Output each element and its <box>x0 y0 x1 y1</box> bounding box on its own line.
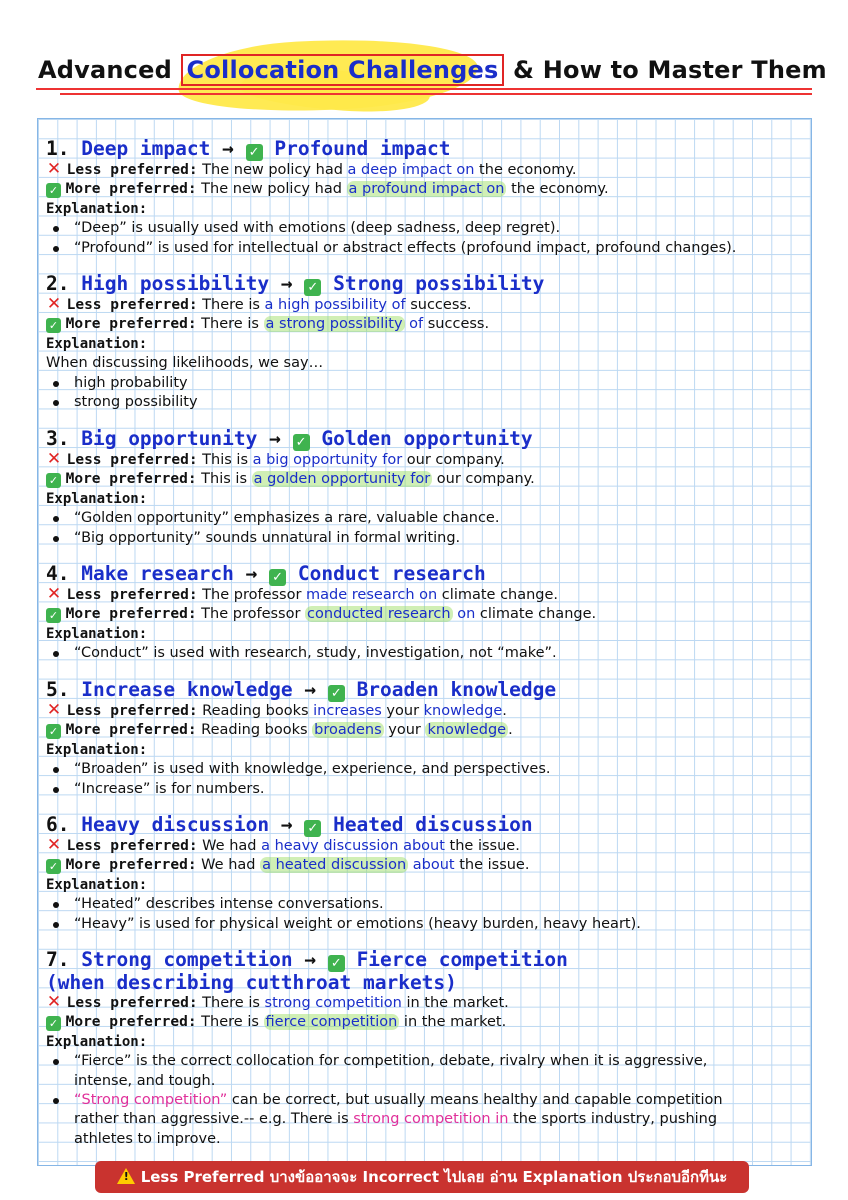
section-heading: 2. High possibility → ✓ Strong possibility <box>46 272 545 295</box>
list-item: “Broaden” is used with knowledge, experience, and perspectives. <box>74 760 806 779</box>
more-preferred-line: ✓ More preferred: This is a golden opportunity for our company. <box>46 470 806 489</box>
section-heading: 1. Deep impact → ✓ Profound impact <box>46 137 451 160</box>
explanation-intro: When discussing likelihoods, we say… <box>46 355 324 372</box>
cross-icon: ✕ <box>46 992 62 1012</box>
list-item: “Heated” describes intense conversations. <box>74 895 806 914</box>
to-phrase: Conduct research <box>297 562 486 585</box>
warning-icon: ! <box>117 1168 135 1184</box>
section-subheading: (when describing cutthroat markets) <box>46 971 457 994</box>
to-phrase: Fierce competition <box>356 948 568 971</box>
note-banner <box>95 1161 749 1193</box>
section-5 <box>46 679 806 799</box>
cross-icon: ✕ <box>46 584 62 604</box>
more-preferred-line: ✓ More preferred: There is a strong possibility of success. <box>46 315 806 334</box>
explanation-label: Explanation: <box>46 1033 148 1050</box>
section-4 <box>46 563 806 664</box>
section-number: 1. <box>46 137 70 160</box>
title-before: Advanced <box>38 56 181 84</box>
less-preferred-line: ✕ Less preferred: Reading books increases your knowledge. <box>46 700 507 720</box>
section-7 <box>46 949 806 1149</box>
more-preferred-line: ✓ More preferred: The new policy had a profound impact on the economy. <box>46 180 806 199</box>
section-2 <box>46 273 806 412</box>
cross-icon: ✕ <box>46 159 62 179</box>
cross-icon: ✕ <box>46 835 62 855</box>
section-heading: 7. Strong competition → ✓ Fierce competition <box>46 948 568 971</box>
explanation-list <box>46 374 806 413</box>
section-3 <box>46 428 806 548</box>
more-preferred-line: ✓ More preferred: Reading books broadens your knowledge . <box>46 721 806 740</box>
title-underline <box>36 88 812 90</box>
section-heading: 3. Big opportunity → ✓ Golden opportunity <box>46 427 533 450</box>
check-icon: ✓ <box>246 144 263 161</box>
less-preferred-line: ✕ Less preferred: The professor made research on climate change. <box>46 584 559 604</box>
to-phrase: Golden opportunity <box>321 427 533 450</box>
explanation-label: Explanation: <box>46 876 148 893</box>
from-phrase: Increase knowledge <box>81 678 293 701</box>
more-label: More preferred: <box>65 181 197 198</box>
section-heading: 5. Increase knowledge → ✓ Broaden knowledge <box>46 678 557 701</box>
page-title <box>38 54 827 86</box>
check-icon: ✓ <box>46 859 61 874</box>
from-phrase: Heavy discussion <box>81 813 270 836</box>
list-item: “Increase” is for numbers. <box>74 780 806 799</box>
explanation-list <box>46 895 806 934</box>
check-icon: ✓ <box>328 685 345 702</box>
check-icon: ✓ <box>46 1016 61 1031</box>
list-item: “Big opportunity” sounds unnatural in formal writing. <box>74 529 806 548</box>
title-highlight: Collocation Challenges <box>181 54 505 86</box>
explanation-list <box>46 760 806 799</box>
list-item: “Deep” is usually used with emotions (deep sadness, deep regret). <box>74 219 806 238</box>
more-preferred-line: ✓ More preferred: There is fierce competition in the market. <box>46 1013 806 1032</box>
to-phrase: Strong possibility <box>333 272 545 295</box>
explanation-list <box>46 509 806 548</box>
from-phrase: High possibility <box>81 272 270 295</box>
list-item: “Strong competition” can be correct, but usually means healthy and capable competition rather than aggressive.-- e.g. There is strong competition in the sports industry, pushing athletes to improve. <box>74 1091 806 1149</box>
less-preferred-line: ✕ Less preferred: We had a heavy discussion about the issue. <box>46 835 520 855</box>
check-icon: ✓ <box>46 724 61 739</box>
check-icon: ✓ <box>46 183 61 198</box>
less-preferred-line: ✕ Less preferred: There is strong competition in the market. <box>46 992 509 1012</box>
list-item: strong possibility <box>74 393 806 412</box>
to-phrase: Profound impact <box>274 137 451 160</box>
list-item: “Heavy” is used for physical weight or emotions (heavy burden, heavy heart). <box>74 915 806 934</box>
list-item: “Profound” is used for intellectual or abstract effects (profound impact, profound changes). <box>74 239 806 258</box>
explanation-list <box>46 1052 806 1149</box>
explanation-label: Explanation: <box>46 490 148 507</box>
title-after: & How to Master Them <box>504 56 827 84</box>
banner-text: Less Preferred บางข้ออาจจะ Incorrect ไปเลย อ่าน Explanation ประกอบอีกทีนะ <box>140 1168 728 1186</box>
explanation-label: Explanation: <box>46 741 148 758</box>
check-icon: ✓ <box>328 955 345 972</box>
check-icon: ✓ <box>46 608 61 623</box>
to-phrase: Broaden knowledge <box>356 678 557 701</box>
list-item: “Golden opportunity” emphasizes a rare, valuable chance. <box>74 509 806 528</box>
cross-icon: ✕ <box>46 700 62 720</box>
explanation-list <box>46 219 806 258</box>
more-preferred-line: ✓ More preferred: We had a heated discussion about the issue. <box>46 856 806 875</box>
less-preferred-line: ✕ Less preferred: This is a big opportunity for our company. <box>46 449 505 469</box>
from-phrase: Deep impact <box>81 137 211 160</box>
title-underline-2 <box>60 93 812 95</box>
to-phrase: Heated discussion <box>333 813 533 836</box>
from-phrase: Big opportunity <box>81 427 258 450</box>
check-icon: ✓ <box>46 473 61 488</box>
list-item: high probability <box>74 374 806 393</box>
explanation-label: Explanation: <box>46 335 148 352</box>
check-icon: ✓ <box>269 569 286 586</box>
title-area <box>0 0 848 112</box>
check-icon: ✓ <box>293 434 310 451</box>
section-heading: 6. Heavy discussion → ✓ Heated discussion <box>46 813 533 836</box>
more-preferred-line: ✓ More preferred: The professor conducted research on climate change. <box>46 605 806 624</box>
list-item: “Conduct” is used with research, study, investigation, not “make”. <box>74 644 806 663</box>
cross-icon: ✕ <box>46 449 62 469</box>
list-item: “Fierce” is the correct collocation for competition, debate, rivalry when it is aggressive, intense, and tough. <box>74 1052 806 1091</box>
less-preferred-line: ✕ Less preferred: There is a high possibility of success. <box>46 294 472 314</box>
less-label: Less preferred: <box>66 162 198 178</box>
check-icon: ✓ <box>304 820 321 837</box>
section-6 <box>46 814 806 934</box>
explanation-label: Explanation: <box>46 625 148 642</box>
section-1 <box>46 138 806 258</box>
from-phrase: Make research <box>81 562 234 585</box>
explanation-label: Explanation: <box>46 200 148 217</box>
explanation-list <box>46 644 806 663</box>
cross-icon: ✕ <box>46 294 62 314</box>
from-phrase: Strong competition <box>81 948 293 971</box>
check-icon: ✓ <box>46 318 61 333</box>
less-preferred-line: ✕ Less preferred: The new policy had a deep impact on the economy. <box>46 159 577 179</box>
check-icon: ✓ <box>304 279 321 296</box>
section-heading: 4. Make research → ✓ Conduct research <box>46 562 486 585</box>
